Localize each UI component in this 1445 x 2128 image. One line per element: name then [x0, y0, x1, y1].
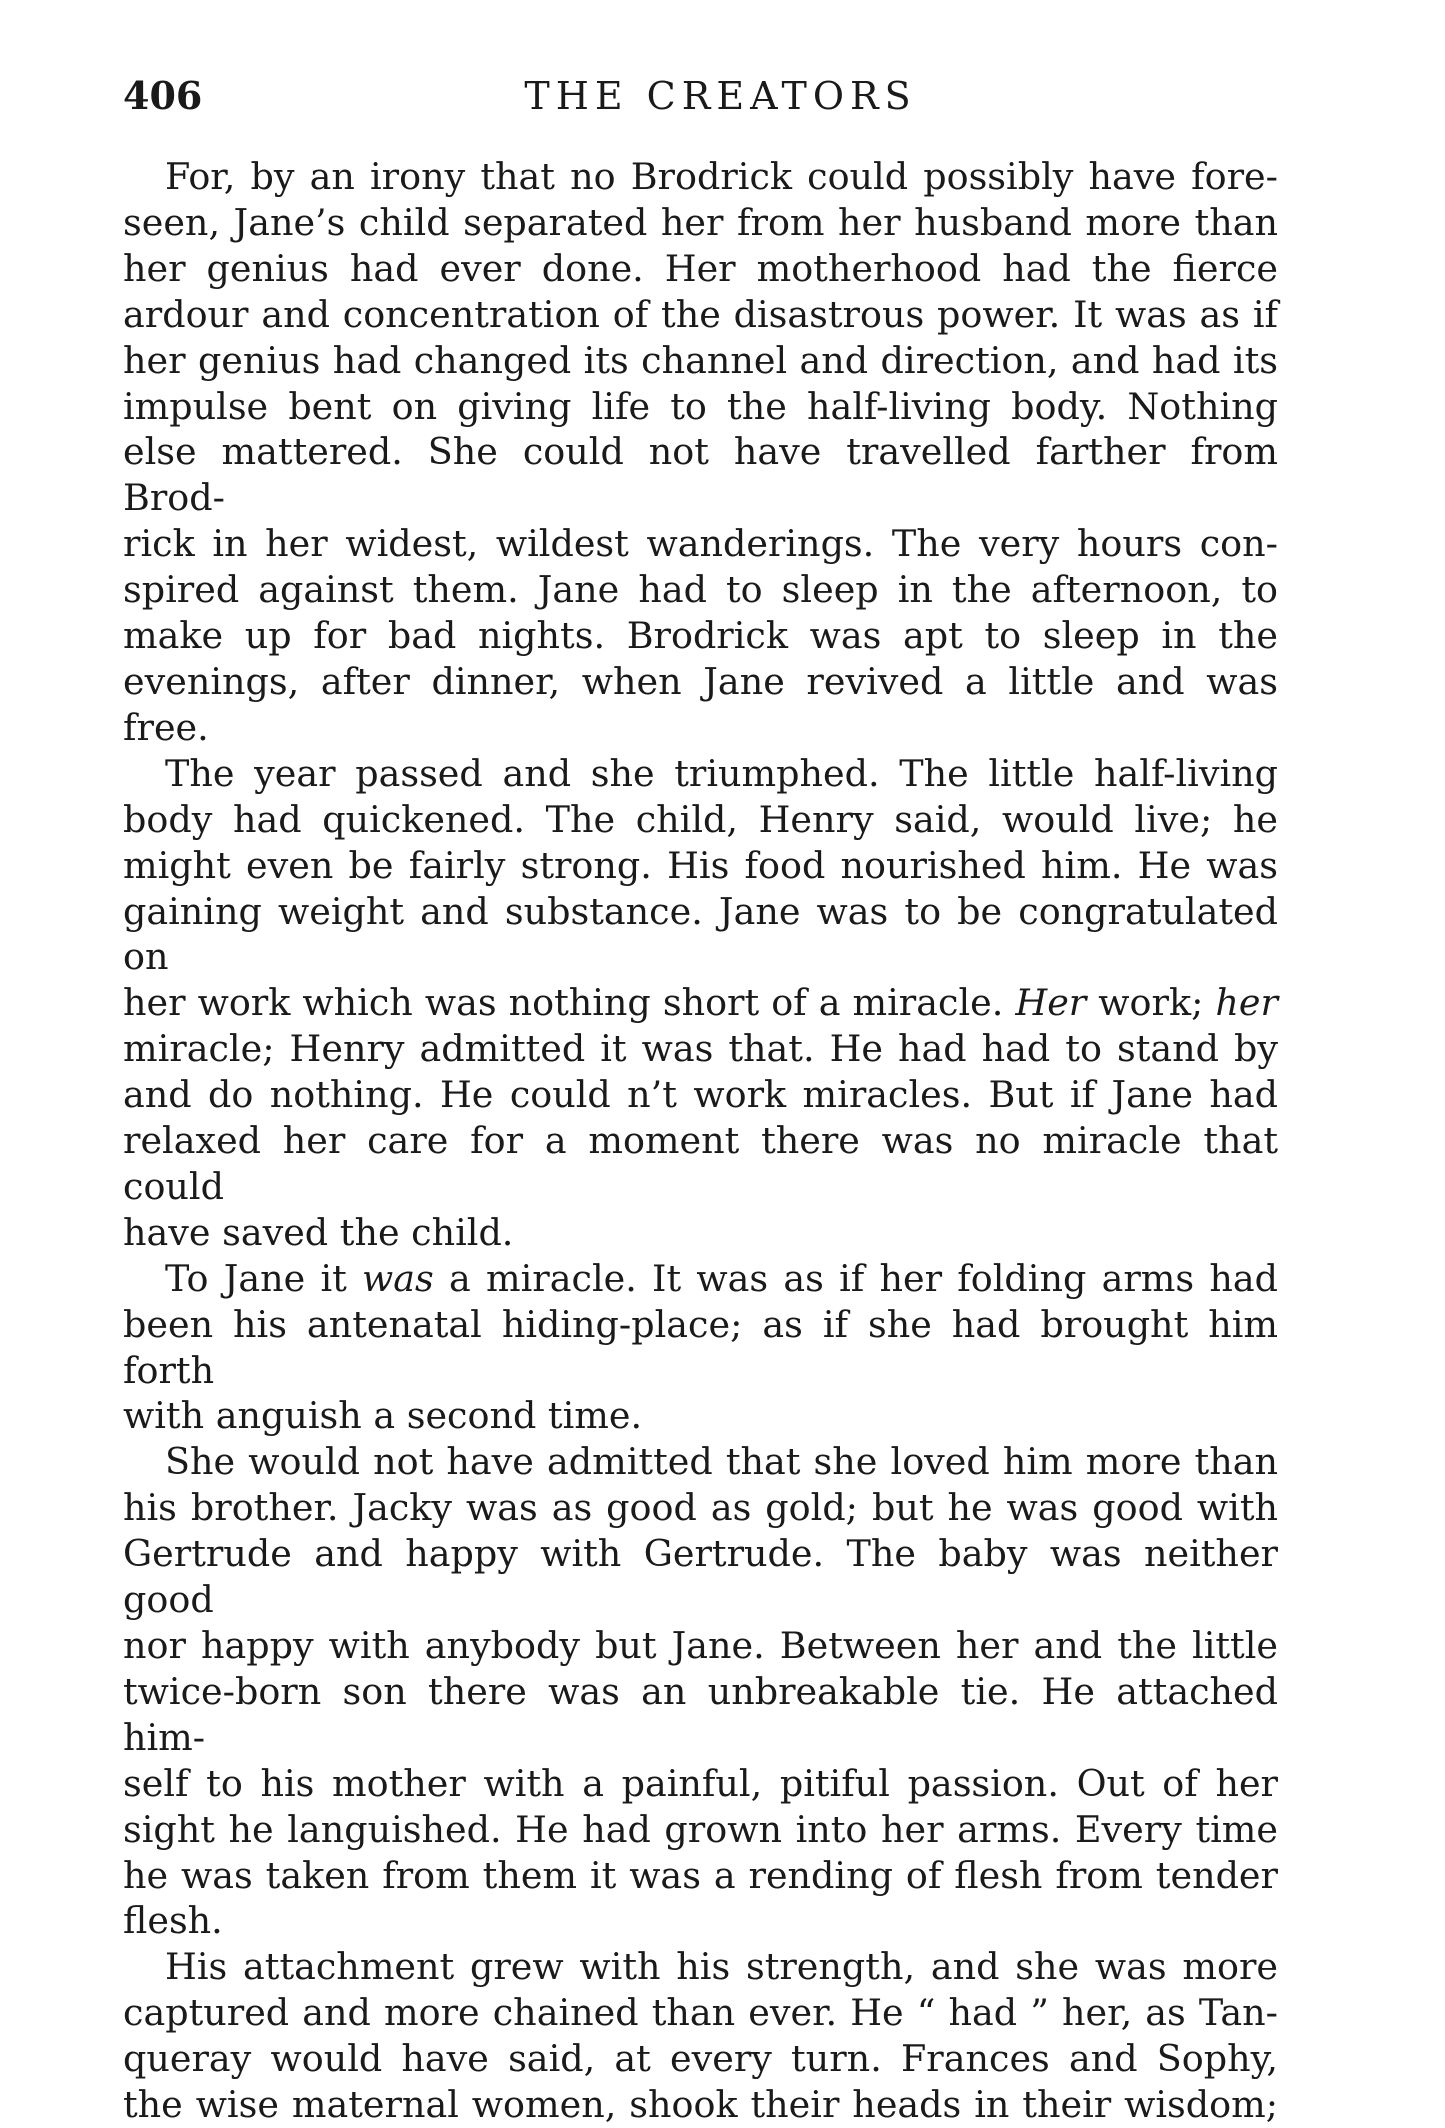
text-line: seen, Jane’s child separated her from her husband more than — [123, 200, 1278, 244]
text-line: her genius had changed its channel and direction, and had its — [123, 338, 1278, 382]
paragraph-5 — [123, 1944, 1278, 2128]
text-line: gaining weight and substance. Jane was to be congratulated on — [123, 889, 1278, 979]
text-line: with anguish a second time. — [123, 1394, 643, 1438]
paragraph-2 — [123, 751, 1278, 1256]
book-page — [123, 68, 1278, 2127]
text-line: His attachment grew with his strength, and she was more — [165, 1945, 1278, 1989]
text-line: spired against them. Jane had to sleep in the afternoon, to — [123, 568, 1278, 612]
page-number: 406 — [123, 73, 203, 118]
text-line: and do nothing. He could n’t work miracles. But if Jane had — [123, 1073, 1278, 1117]
text-line: sight he languished. He had grown into her arms. Every time — [123, 1807, 1278, 1851]
text-segment: a miracle. It was as if her folding arms had — [433, 1256, 1278, 1300]
running-head: THE CREATORS — [524, 74, 917, 118]
italic-word: her — [1215, 981, 1278, 1025]
paragraph-4 — [123, 1439, 1278, 1944]
paragraph-3 — [123, 1256, 1278, 1440]
text-segment: her work which was nothing short of a miracle. — [123, 981, 1016, 1025]
text-line: self to his mother with a painful, pitiful passion. Out of her — [123, 1761, 1278, 1805]
text-line: She would not have admitted that she loved him more than — [165, 1440, 1278, 1484]
text-line: might even be fairly strong. His food nourished him. He was — [123, 843, 1278, 887]
text-line: flesh. — [123, 1899, 223, 1943]
text-line: queray would have said, at every turn. Frances and Sophy, — [123, 2037, 1278, 2081]
text-line: ardour and concentration of the disastrous power. It was as if — [123, 292, 1278, 336]
text-line: rick in her widest, wildest wanderings. The very hours con- — [123, 522, 1278, 566]
text-line: For, by an irony that no Brodrick could possibly have fore- — [165, 155, 1278, 198]
text-line: twice-born son there was an unbreakable tie. He attached him- — [123, 1669, 1278, 1759]
page-header — [123, 68, 1278, 124]
text-line: miracle; Henry admitted it was that. He had had to stand by — [123, 1027, 1278, 1071]
text-line-with-italics — [123, 1256, 1278, 1302]
text-line: nor happy with anybody but Jane. Between her and the little — [123, 1624, 1278, 1667]
text-line: Gertrude and happy with Gertrude. The baby was neither good — [123, 1532, 1278, 1622]
text-line: her genius had ever done. Her motherhood had the fierce — [123, 246, 1278, 290]
text-line: captured and more chained than ever. He “ had ” her, as Tan- — [123, 1991, 1278, 2035]
text-line: else mattered. She could not have travelled farther from Brod- — [123, 430, 1278, 520]
text-line: impulse bent on giving life to the half-living body. Nothing — [123, 384, 1278, 428]
text-line: his brother. Jacky was as good as gold; but he was good with — [123, 1486, 1278, 1530]
text-line: been his antenatal hiding-place; as if she had brought him forth — [123, 1302, 1278, 1392]
italic-word: was — [362, 1256, 434, 1300]
text-line: have saved the child. — [123, 1210, 514, 1254]
text-segment: work; — [1086, 981, 1216, 1025]
text-line: relaxed her care for a moment there was no miracle that could — [123, 1119, 1278, 1208]
text-line: evenings, after dinner, when Jane revived a little and was free. — [123, 659, 1278, 749]
text-line: the wise maternal women, shook their heads in their wisdom; — [123, 2083, 1278, 2127]
text-line: he was taken from them it was a rending of flesh from tender — [123, 1853, 1278, 1897]
text-line: The year passed and she triumphed. The little half-living — [165, 751, 1278, 795]
text-line-with-italics — [123, 980, 1278, 1026]
body-text — [123, 154, 1278, 2128]
paragraph-1 — [123, 154, 1278, 751]
text-segment: To Jane it — [165, 1256, 363, 1300]
italic-word: Her — [1015, 981, 1087, 1025]
text-line: body had quickened. The child, Henry said, would live; he — [123, 797, 1278, 841]
text-line: make up for bad nights. Brodrick was apt to sleep in the — [123, 614, 1278, 658]
